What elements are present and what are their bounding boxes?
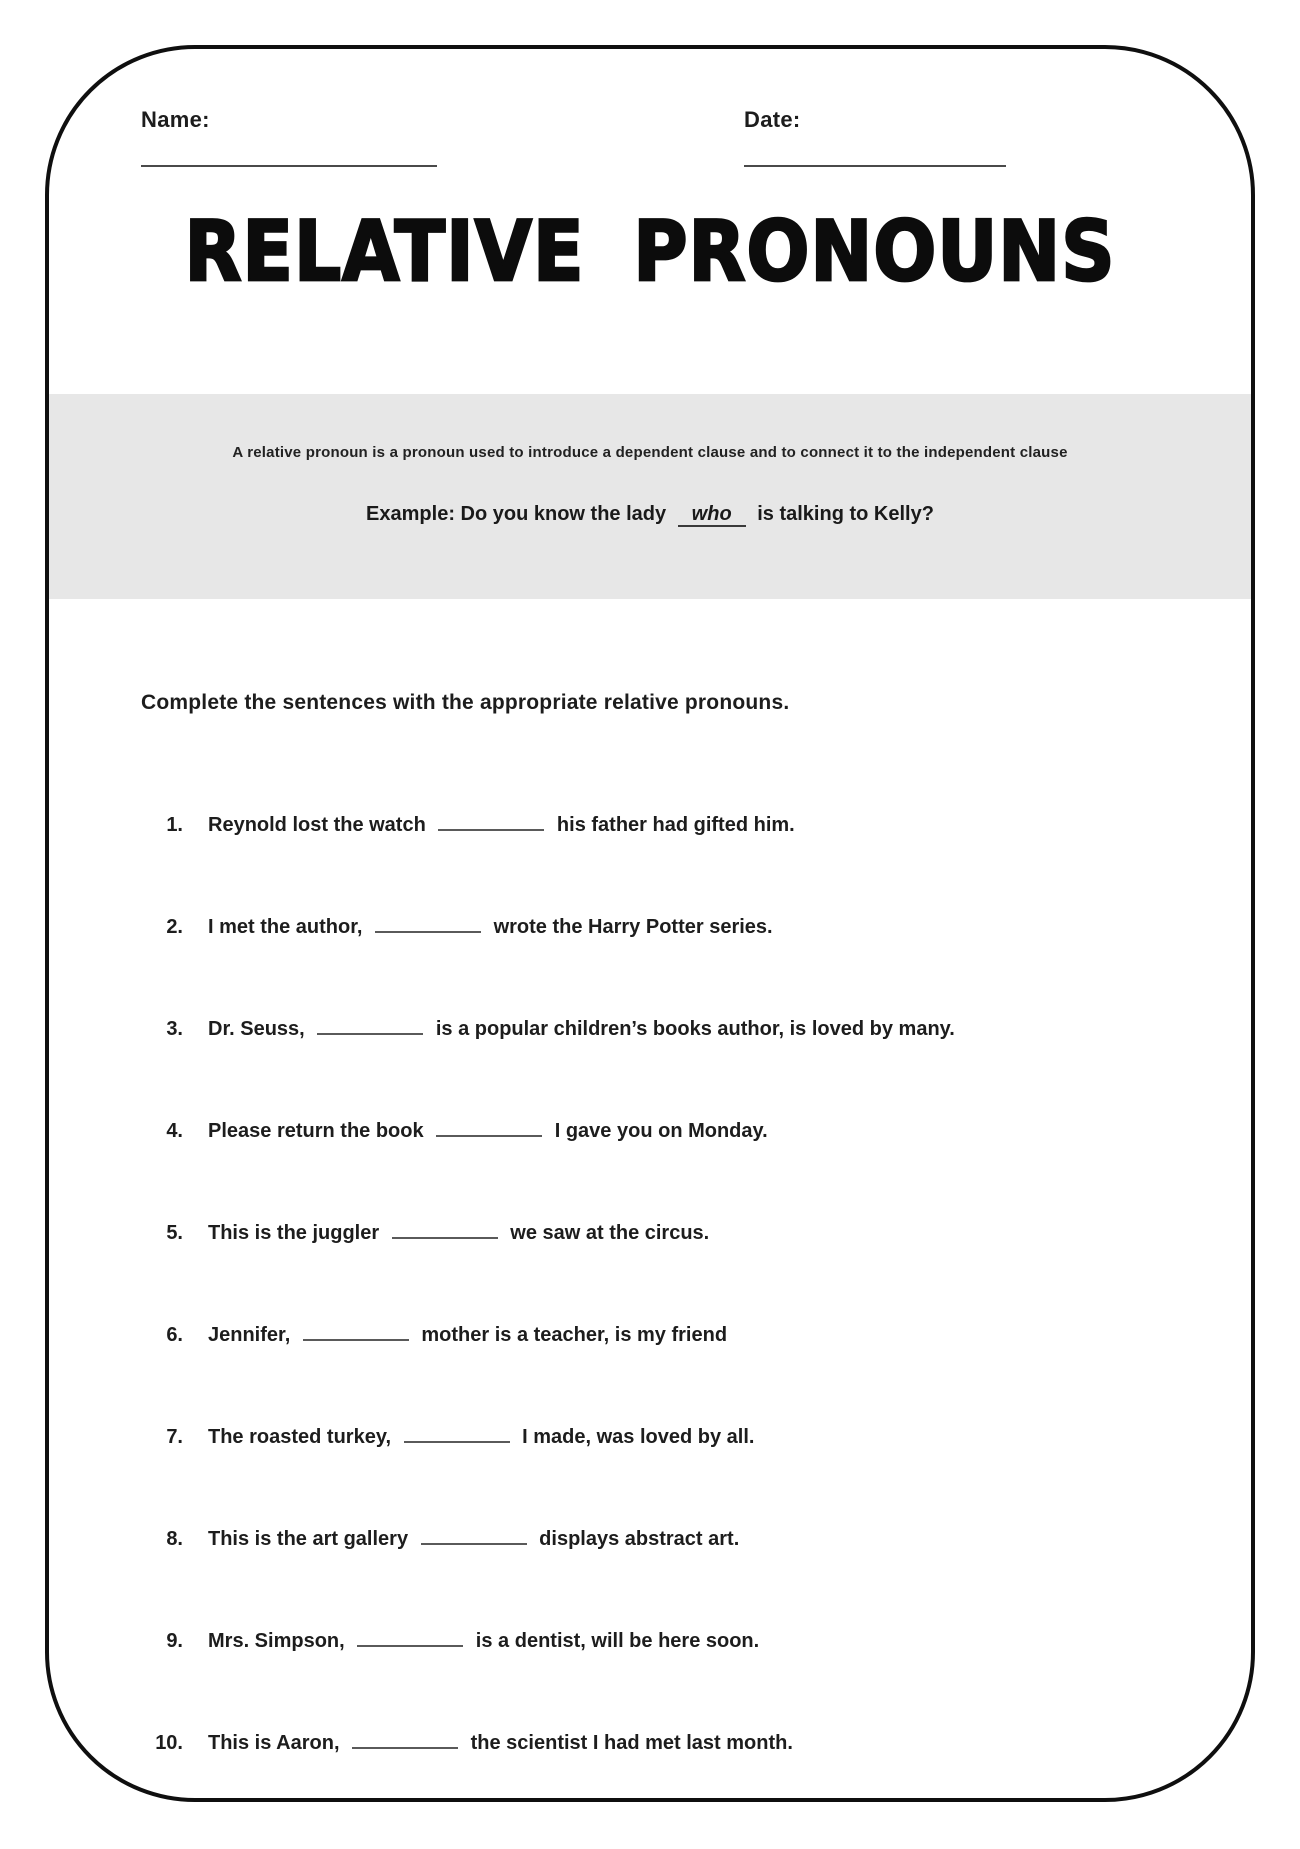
- question-number: 2.: [166, 916, 183, 938]
- question-row: [141, 1627, 1211, 1656]
- example-prefix: Example: Do you know the lady: [366, 503, 667, 525]
- definition-text: A relative pronoun is a pronoun used to introduce a dependent clause and to connect it to the independent clause: [232, 444, 1068, 461]
- example-answer-blank: who: [678, 503, 746, 527]
- name-input-line[interactable]: [141, 133, 437, 167]
- answer-blank[interactable]: [357, 1629, 463, 1647]
- answer-blank[interactable]: [421, 1527, 527, 1545]
- question-text: [208, 1117, 768, 1146]
- question-row: [141, 1423, 1211, 1452]
- answer-blank[interactable]: [317, 1017, 423, 1035]
- question-row: [141, 1015, 1211, 1044]
- question-text: [208, 811, 795, 840]
- worksheet-header: [49, 107, 1251, 204]
- answer-blank[interactable]: [404, 1425, 510, 1443]
- question-after: his father had gifted him.: [551, 814, 795, 836]
- question-list: [49, 811, 1251, 1758]
- question-number: 1.: [166, 814, 183, 836]
- question-row: [141, 1525, 1211, 1554]
- question-row: [141, 1117, 1211, 1146]
- title-wrap: [49, 203, 1251, 301]
- question-before: This is the juggler: [208, 1222, 385, 1244]
- name-field: [141, 107, 437, 167]
- question-text: [208, 1627, 759, 1656]
- question-row: [141, 1321, 1211, 1350]
- question-row: [141, 913, 1211, 942]
- question-after: mother is a teacher, is my friend: [415, 1324, 728, 1346]
- question-after: displays abstract art.: [533, 1528, 740, 1550]
- question-row: [141, 1729, 1211, 1758]
- question-number: 8.: [166, 1528, 183, 1550]
- question-number: 10.: [155, 1732, 183, 1754]
- question-after: we saw at the circus.: [504, 1222, 710, 1244]
- question-after: is a dentist, will be here soon.: [470, 1630, 760, 1652]
- question-number: 7.: [166, 1426, 183, 1448]
- question-after: wrote the Harry Potter series.: [488, 916, 773, 938]
- instruction-text: Complete the sentences with the appropriate relative pronouns.: [141, 691, 790, 714]
- question-before: The roasted turkey,: [208, 1426, 397, 1448]
- answer-blank[interactable]: [303, 1323, 409, 1341]
- question-after: I made, was loved by all.: [516, 1426, 755, 1448]
- answer-blank[interactable]: [392, 1221, 498, 1239]
- question-before: Reynold lost the watch: [208, 814, 432, 836]
- definition-box: [49, 394, 1251, 599]
- question-before: Jennifer,: [208, 1324, 296, 1346]
- question-before: Dr. Seuss,: [208, 1018, 311, 1040]
- answer-blank[interactable]: [375, 915, 481, 933]
- question-text: [208, 1729, 793, 1758]
- example-sentence: [119, 503, 1181, 527]
- question-after: the scientist I had met last month.: [465, 1732, 793, 1754]
- example-suffix: is talking to Kelly?: [757, 503, 934, 525]
- date-field: [744, 107, 1006, 167]
- question-number: 5.: [166, 1222, 183, 1244]
- question-after: is a popular children’s books author, is loved by many.: [430, 1018, 955, 1040]
- question-number: 9.: [166, 1630, 183, 1652]
- question-number: 4.: [166, 1120, 183, 1142]
- answer-blank[interactable]: [438, 813, 544, 831]
- date-label: Date:: [744, 107, 801, 132]
- question-text: [208, 913, 773, 942]
- answer-blank[interactable]: [436, 1119, 542, 1137]
- answer-blank[interactable]: [352, 1731, 458, 1749]
- date-input-line[interactable]: [744, 133, 1006, 167]
- question-row: [141, 811, 1211, 840]
- question-before: This is Aaron,: [208, 1732, 346, 1754]
- question-number: 3.: [166, 1018, 183, 1040]
- question-before: This is the art gallery: [208, 1528, 414, 1550]
- question-before: Please return the book: [208, 1120, 430, 1142]
- page-title: RELATIVE PRONOUNS: [184, 203, 1116, 301]
- question-text: [208, 1525, 739, 1554]
- question-text: [208, 1423, 754, 1452]
- question-after: I gave you on Monday.: [549, 1120, 768, 1142]
- question-row: [141, 1219, 1211, 1248]
- question-before: I met the author,: [208, 916, 369, 938]
- question-before: Mrs. Simpson,: [208, 1630, 351, 1652]
- question-text: [208, 1015, 955, 1044]
- name-label: Name:: [141, 107, 210, 132]
- question-text: [208, 1321, 727, 1350]
- question-number: 6.: [166, 1324, 183, 1346]
- question-text: [208, 1219, 709, 1248]
- worksheet-page: [45, 45, 1255, 1802]
